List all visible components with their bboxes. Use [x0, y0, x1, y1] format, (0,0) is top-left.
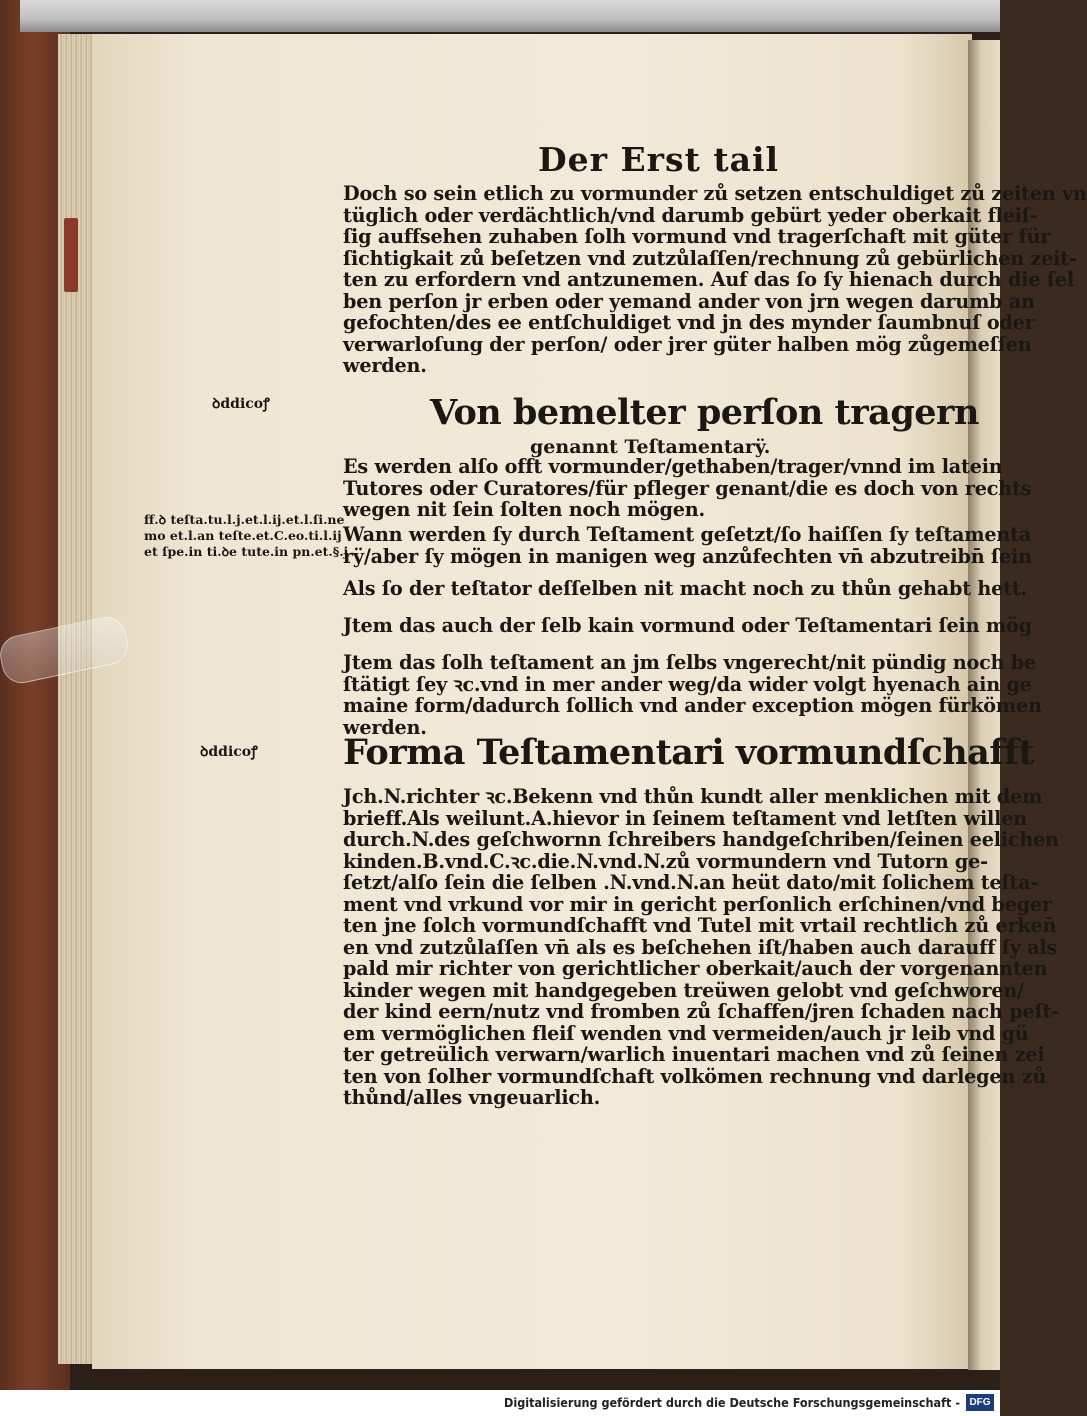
paragraph-5: Jtem das auch der ſelb kain vormund oder Teſtamentari ſein mög	[343, 614, 1032, 637]
text-line: werden.	[343, 715, 427, 739]
text-line: en vnd zutzůlaſſen vn̄ als es beſchehen iſt/haben auch darauff ſy als	[343, 935, 1058, 959]
text-line: thůnd/alles vngeuarlich.	[343, 1086, 601, 1109]
text-line: Tutores oder Curatores/für pfleger genant/die es doch von rechts	[343, 476, 1032, 500]
text-line: tüglich oder verdächtlich/vnd darumb gebürt yeder oberkait fleiſ-	[343, 203, 1038, 227]
book-cover-top	[20, 0, 1000, 32]
footer-bar	[0, 1390, 1000, 1416]
section-heading-2: Forma Teſtamentari vormundſchafft	[343, 732, 1035, 773]
margin-note-allegation	[144, 512, 348, 560]
paragraph-1	[343, 183, 1087, 377]
text-line: Wann werden ſy durch Teſtament geſetzt/ſo haiſſen ſy teſtamenta	[343, 523, 1032, 546]
text-line: werden.	[343, 354, 427, 377]
text-line: ſig auffsehen zuhaben ſolh vormund vnd tragerſchaft mit güter für	[343, 225, 1051, 248]
section-heading-1: Von bemelter perſon tragern	[430, 392, 979, 433]
paragraph-6	[343, 652, 1042, 738]
running-head: Der Erst tail	[538, 140, 780, 179]
paragraph-7	[343, 786, 1059, 1109]
text-line: em vermöglichen fleiſ wenden vnd vermeiden/auch jr leib vnd gü	[343, 1021, 1029, 1045]
dfg-logo-icon: DFG	[966, 1394, 994, 1411]
paragraph-4: Als ſo der teſtator deſſelben nit macht noch zu thůn gehabt hett.	[343, 577, 1027, 600]
text-line: ben perſon jr erben oder yemand ander von jrn wegen darumb an	[343, 289, 1035, 313]
text-line: maine form/dadurch ſollich vnd ander exception mögen fürkömen	[343, 694, 1042, 717]
text-line: ten von ſolher vormundſchaft volkömen rechnung vnd darlegen zů	[343, 1064, 1047, 1088]
ribbon-tab	[64, 218, 78, 292]
text-line: Es werden alſo offt vormunder/gethaben/trager/vnnd im latein	[343, 455, 1003, 478]
section-subheading-1: genannt Teſtamentarÿ.	[530, 436, 771, 458]
text-line: Doch so sein etlich zu vormunder zů setzen entschuldiget zů zeiten vn	[343, 182, 1087, 205]
text-line: ter getreülich verwarn/warlich inuentari machen vnd zů ſeinen zei	[343, 1043, 1045, 1066]
text-line: ſichtigkait zů beſetzen vnd zutzůlaſſen/rechnung zů gebürlichen zeit-	[343, 246, 1077, 270]
text-line: rÿ/aber ſy mögen in manigen weg anzůfechten vn̄ abzutreibn̄ ſein	[343, 544, 1032, 568]
paragraph-2	[343, 456, 1031, 521]
text-line: verwarloſung der perſon/ oder jrer güter halben mög zůgemeſſen	[343, 332, 1032, 356]
allegation-line: ff.ꝺ teſta.tu.l.j.et.l.ij.et.l.ſi.ne	[144, 512, 345, 527]
funding-credit: Digitalisierung gefördert durch die Deutsche Forschungsgemeinschaft -	[504, 1395, 960, 1410]
text-line: ment vnd vrkund vor mir in gericht perſonlich erſchinen/vnd beger	[343, 892, 1052, 916]
text-line: ſetzt/alſo ſein die ſelben .N.vnd.N.an heüt dato/mit ſolichem teſta-	[343, 871, 1039, 894]
margin-note-addicio-2: ꝺddicoꝭ	[200, 744, 258, 760]
allegation-line: mo et.l.an teſte.et.C.eo.ti.l.ij	[144, 528, 342, 543]
allegation-line: et ſpe.in ti.ꝺe tute.in pn.et.§.j	[144, 544, 349, 559]
text-line: kinden.B.vnd.C.ꝛc.die.N.vnd.N.zů vormundern vnd Tutorn ge-	[343, 849, 988, 873]
text-line: ten jne ſolch vormundſchafft vnd Tutel mit vrtail rechtlich zů erken̄	[343, 914, 1057, 937]
margin-note-addicio-1: ꝺddicoꝭ	[212, 396, 270, 412]
text-line: brieff.Als weilunt.A.hievor in ſeinem teſtament vnd letſten willen	[343, 806, 1027, 830]
text-line: durch.N.des geſchwornn ſchreibers handgeſchriben/ſeinen eelichen	[343, 828, 1059, 851]
text-line: pald mir richter von gerichtlicher oberkait/auch der vorgenannten	[343, 957, 1048, 980]
paragraph-3	[343, 524, 1032, 567]
text-line: der kind eern/nutz vnd fromben zů ſchaffen/jren ſchaden nach peſt-	[343, 1000, 1059, 1023]
text-line: Jtem das ſolh teſtament an jm ſelbs vngerecht/nit pündig noch be	[343, 651, 1037, 674]
text-line: ſtätigt ſey ꝛc.vnd in mer ander weg/da wider volgt hyenach ain ge	[343, 672, 1032, 696]
text-line: kinder wegen mit handgegeben treüwen gelobt vnd geſchworen/	[343, 978, 1024, 1002]
text-line: ten zu erfordern vnd antzunemen. Auf das ſo ſy hienach durch die ſel	[343, 268, 1074, 291]
text-line: Jch.N.richter ꝛc.Bekenn vnd thůn kundt aller menklichen mit dem	[343, 785, 1043, 808]
text-line: gefochten/des ee entſchuldiget vnd jn des mynder ſaumbnuſ oder	[343, 311, 1035, 334]
text-line: wegen nit ſein ſolten noch mögen.	[343, 498, 706, 521]
